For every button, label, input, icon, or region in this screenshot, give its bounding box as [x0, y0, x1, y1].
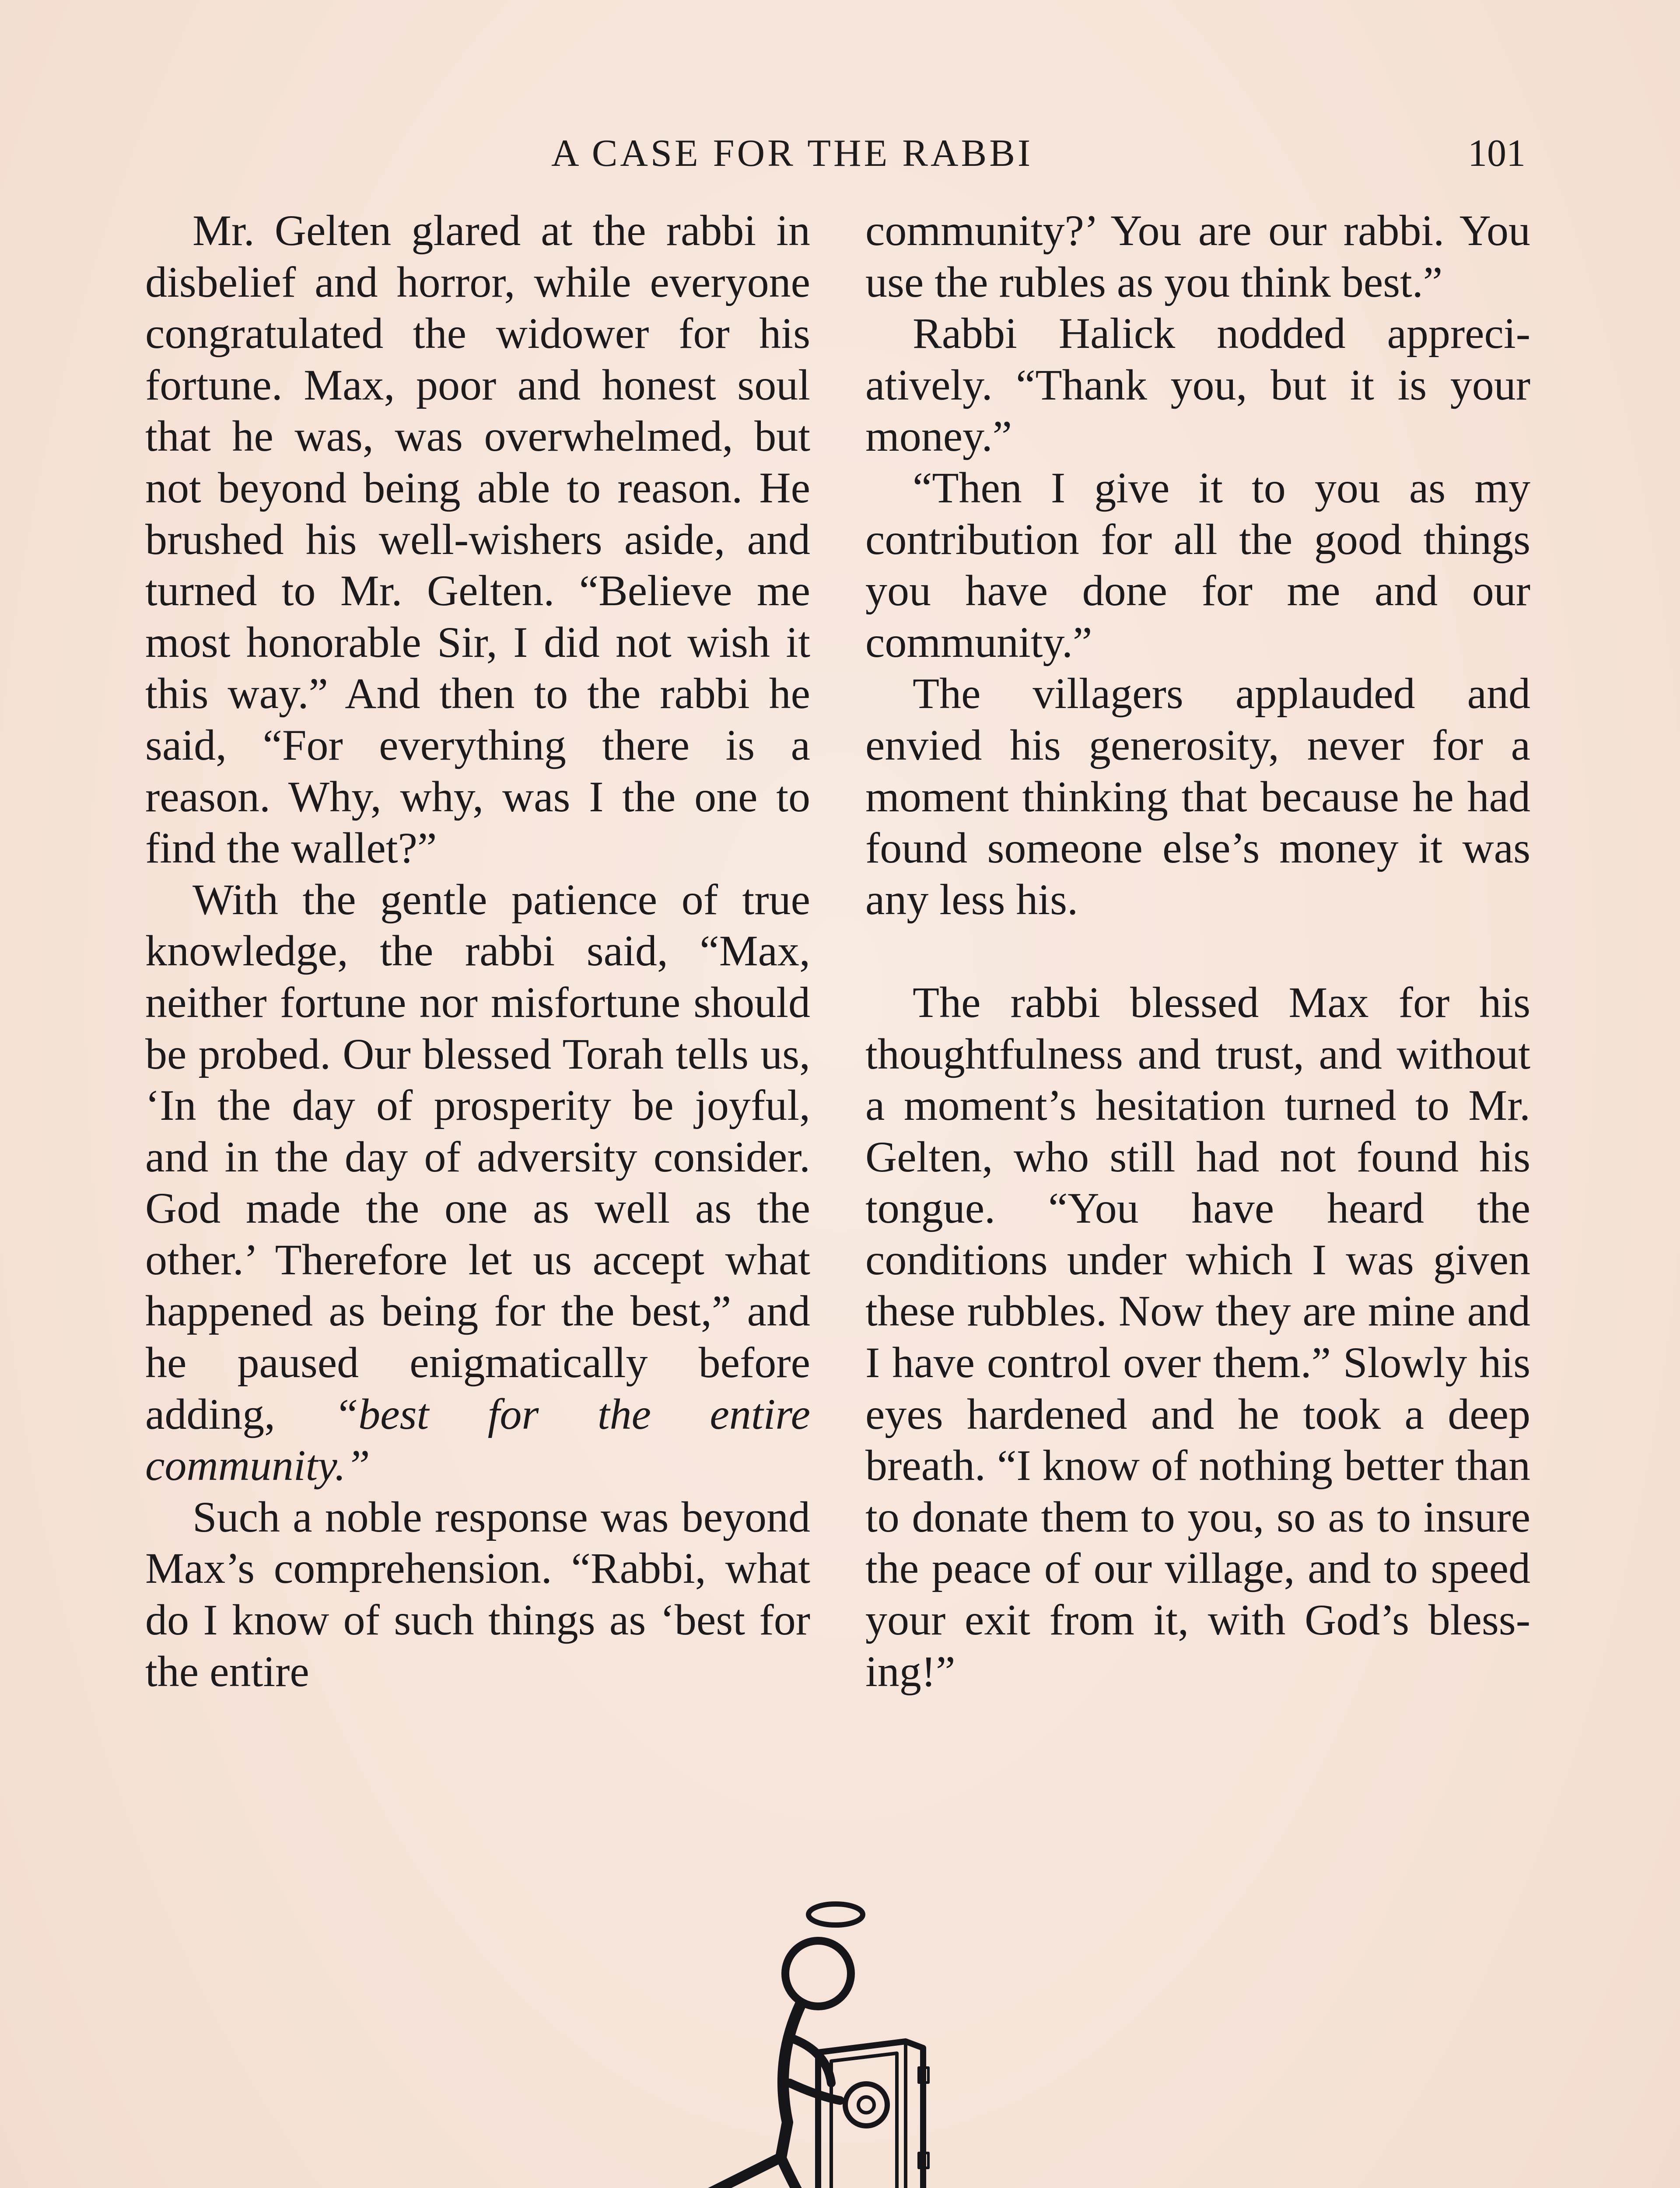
- right-column: [865, 205, 1530, 1697]
- paragraph: The villagers applauded and envied his generosity, never for a moment thinking that because he had found someone else’s money it was any less his.: [865, 669, 1530, 924]
- paragraph-continued: community?’ You are our rabbi. You use the rubles as you think best.”: [865, 206, 1530, 306]
- page-number: 101: [1468, 132, 1526, 175]
- paragraph-text: With the gentle patience of true knowledge, the rabbi said, “Max, neither fortune nor misfortune should be probed. Our blessed Torah tells us, ‘In the day of prosperity be joyful, and in the day of adversity consider. God made the one as well as the other.’ Therefore let us accept what happened as being for the best,” and he paused enigmatically before adding,: [145, 875, 810, 1438]
- haloed-stick-figure-carrying-safe-icon: [643, 1895, 976, 2188]
- left-column: [145, 205, 810, 1697]
- paragraph: Such a noble response was beyond Max’s comprehension. “Rabbi, what do I know of such things as ‘best for the entire: [145, 1492, 810, 1696]
- paragraph: Mr. Gelten glared at the rabbi in disbelief and horror, while everyone congratulated the widower for his fortune. Max, poor and honest soul that he was, was overwhelmed, but not beyond being able to reason. He brushed his well-wishers aside, and turned to Mr. Gelten. “Believe me most honorable Sir, I did not wish it this way.” And then to the rabbi he said, “For everything there is a reason. Why, why, was I the one to find the wallet?”: [145, 206, 810, 873]
- running-title: A CASE FOR THE RABBI: [551, 132, 1033, 175]
- paragraph: “Then I give it to you as my contribution for all the good things you have done for me and our community.”: [865, 463, 1530, 666]
- paragraph: Rabbi Halick nodded appreciatively. “Thank you, but it is your money.”: [865, 309, 1530, 461]
- paragraph: [145, 874, 810, 1491]
- paragraph: The rabbi blessed Max for his thoughtfulness and trust, and without a moment’s hesitation turned to Mr. Gelten, who still had not found his tongue. “You have heard the conditions under which I was given these rubbles. Now they are mine and I have control over them.” Slowly his eyes hardened and he took a deep breath. “I know of nothing better than to donate them to you, so as to insure the peace of our village, and to speed your exit from it, with God’s blessing!”: [865, 978, 1530, 1696]
- emphasized-quote: “best for the entire community.”: [145, 1389, 811, 1490]
